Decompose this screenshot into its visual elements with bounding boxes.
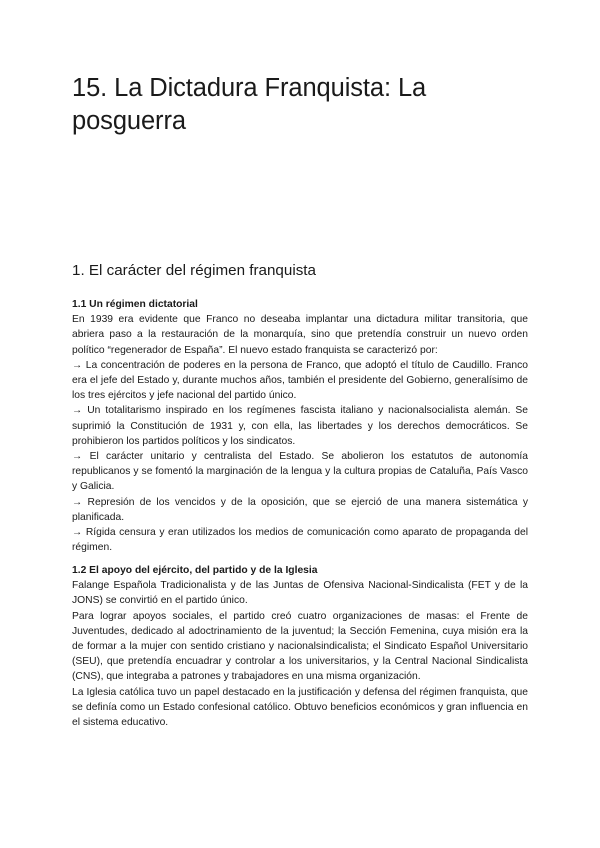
- paragraph: → La concentración de poderes en la persona de Franco, que adoptó el título de Caudillo. Franco era el jefe del Estado y, durante muchos años, también el presidente del Gobierno, generalísimo de los tres ejércitos y jefe nacional del partido único.: [72, 359, 528, 402]
- document-title: 15. La Dictadura Franquista: La posguerra: [72, 74, 427, 135]
- subsection-heading: 1.2 El apoyo del ejército, del partido y de la Iglesia: [72, 565, 318, 576]
- paragraph: Falange Española Tradicionalista y de las Juntas de Ofensiva Nacional-Sindicalista (FET y de la JONS) se convirtió en el partido único.: [72, 580, 528, 607]
- paragraph: → Represión de los vencidos y de la oposición, que se ejerció de una manera sistemática y planificada.: [72, 496, 528, 523]
- paragraph: → Un totalitarismo inspirado en los regímenes fascista italiano y nacionalsocialista alemán. Se suprimió la Constitución de 1931 y, con ella, las libertades y los derechos democráticos. Se prohibieron los partidos políticos y los sindicatos.: [72, 405, 528, 447]
- subsection-army-party-church: [72, 563, 528, 730]
- subsection-dictatorial-regime: [72, 297, 528, 555]
- paragraph: Para lograr apoyos sociales, el partido creó cuatro organizaciones de masas: el Frente de Juventudes, dedicado al adoctrinamiento de la juventud; la Sección Femenina, cuya misión era la de formar a la mujer con sentido cristiano y nacionalsindicalista; el Sindicato Español Universitario (SEU), que pretendía encuadrar y controlar a los universitarios, y la Central Nacional Sindicalista (CNS), que integraba a patrones y trabajadores en una misma organización.: [72, 610, 528, 683]
- paragraph: → El carácter unitario y centralista del Estado. Se abolieron los estatutos de autonomía republicanos y se fomentó la marginación de la lengua y la cultura propias de Cataluña, País Vasco y Galicia.: [72, 451, 528, 493]
- paragraph: → Rígida censura y eran utilizados los medios de comunicación como aparato de propaganda del régimen.: [72, 527, 528, 554]
- paragraph: En 1939 era evidente que Franco no deseaba implantar una dictadura militar transitoria, que abriera paso a la restauración de la monarquía, sino que pretendía construir un nuevo orden político “regenerador de España”. El nuevo estado franquista se caracterizó por:: [72, 314, 528, 356]
- section-heading: 1. El carácter del régimen franquista: [72, 262, 316, 279]
- paragraph: La Iglesia católica tuvo un papel destacado en la justificación y defensa del régimen franquista, que se definía como un Estado confesional católico. Obtuvo beneficios económicos y gran influencia en el sistema educativo.: [72, 686, 528, 729]
- subsection-heading: 1.1 Un régimen dictatorial: [72, 299, 198, 310]
